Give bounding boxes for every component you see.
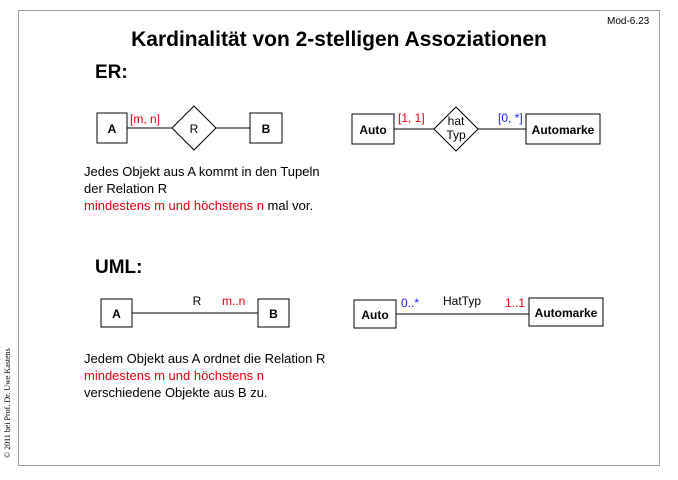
er-entity-b-label: B (261, 122, 271, 136)
er-heading: ER: (95, 62, 128, 83)
uml-text-line3: verschiedene Objekte aus B zu. (84, 385, 268, 400)
er-text-highlight: mindestens m und höchstens n (84, 198, 264, 213)
uml-left-diagram (101, 294, 289, 327)
uml-multiplicity-11: 1..1 (505, 296, 526, 310)
uml-multiplicity-0star: 0..* (401, 296, 420, 310)
er-entity-automarke-label: Automarke (531, 123, 595, 137)
copyright-sidebar: © 2011 bei Prof. Dr. Uwe Kastens (3, 348, 12, 458)
er-text-line3-rest: mal vor. (263, 198, 314, 213)
uml-text-highlight: mindestens m und höchstens n (84, 368, 264, 383)
er-entity-auto-label: Auto (359, 123, 387, 137)
er-text-line2: der Relation R (84, 181, 168, 196)
er-cardinality-11: [1, 1] (398, 111, 425, 125)
uml-class-auto-label: Auto (361, 308, 389, 322)
uml-multiplicity-mn: m..n (222, 294, 246, 308)
uml-class-b-label: B (269, 307, 278, 321)
page-title: Kardinalität von 2-stelligen Assoziationen (131, 28, 547, 51)
uml-text-line1: Jedem Objekt aus A ordnet die Relation R (84, 351, 326, 366)
er-text-line1: Jedes Objekt aus A kommt in den Tupeln (84, 164, 320, 179)
er-relation-hattyp-line2: Typ (446, 128, 466, 142)
uml-right-diagram (354, 294, 603, 328)
er-entity-a-label: A (107, 122, 117, 136)
uml-assoc-name-hattyp: HatTyp (442, 294, 482, 308)
er-cardinality-0star: [0, *] (498, 111, 523, 125)
er-explanation (84, 163, 320, 214)
er-relation-r-label: R (189, 122, 199, 136)
slide-id: Mod-6.23 (607, 16, 650, 27)
uml-class-a-label: A (112, 307, 121, 321)
er-cardinality-mn: [m, n] (130, 112, 161, 126)
uml-explanation (84, 350, 325, 401)
uml-assoc-name-r: R (192, 294, 202, 308)
er-left-diagram (97, 106, 282, 150)
uml-heading: UML: (95, 257, 143, 278)
er-relation-hattyp-line1: hat (447, 114, 465, 128)
er-right-diagram (352, 107, 600, 151)
er-text-line3 (84, 197, 320, 214)
uml-class-automarke-label: Automarke (534, 306, 598, 320)
